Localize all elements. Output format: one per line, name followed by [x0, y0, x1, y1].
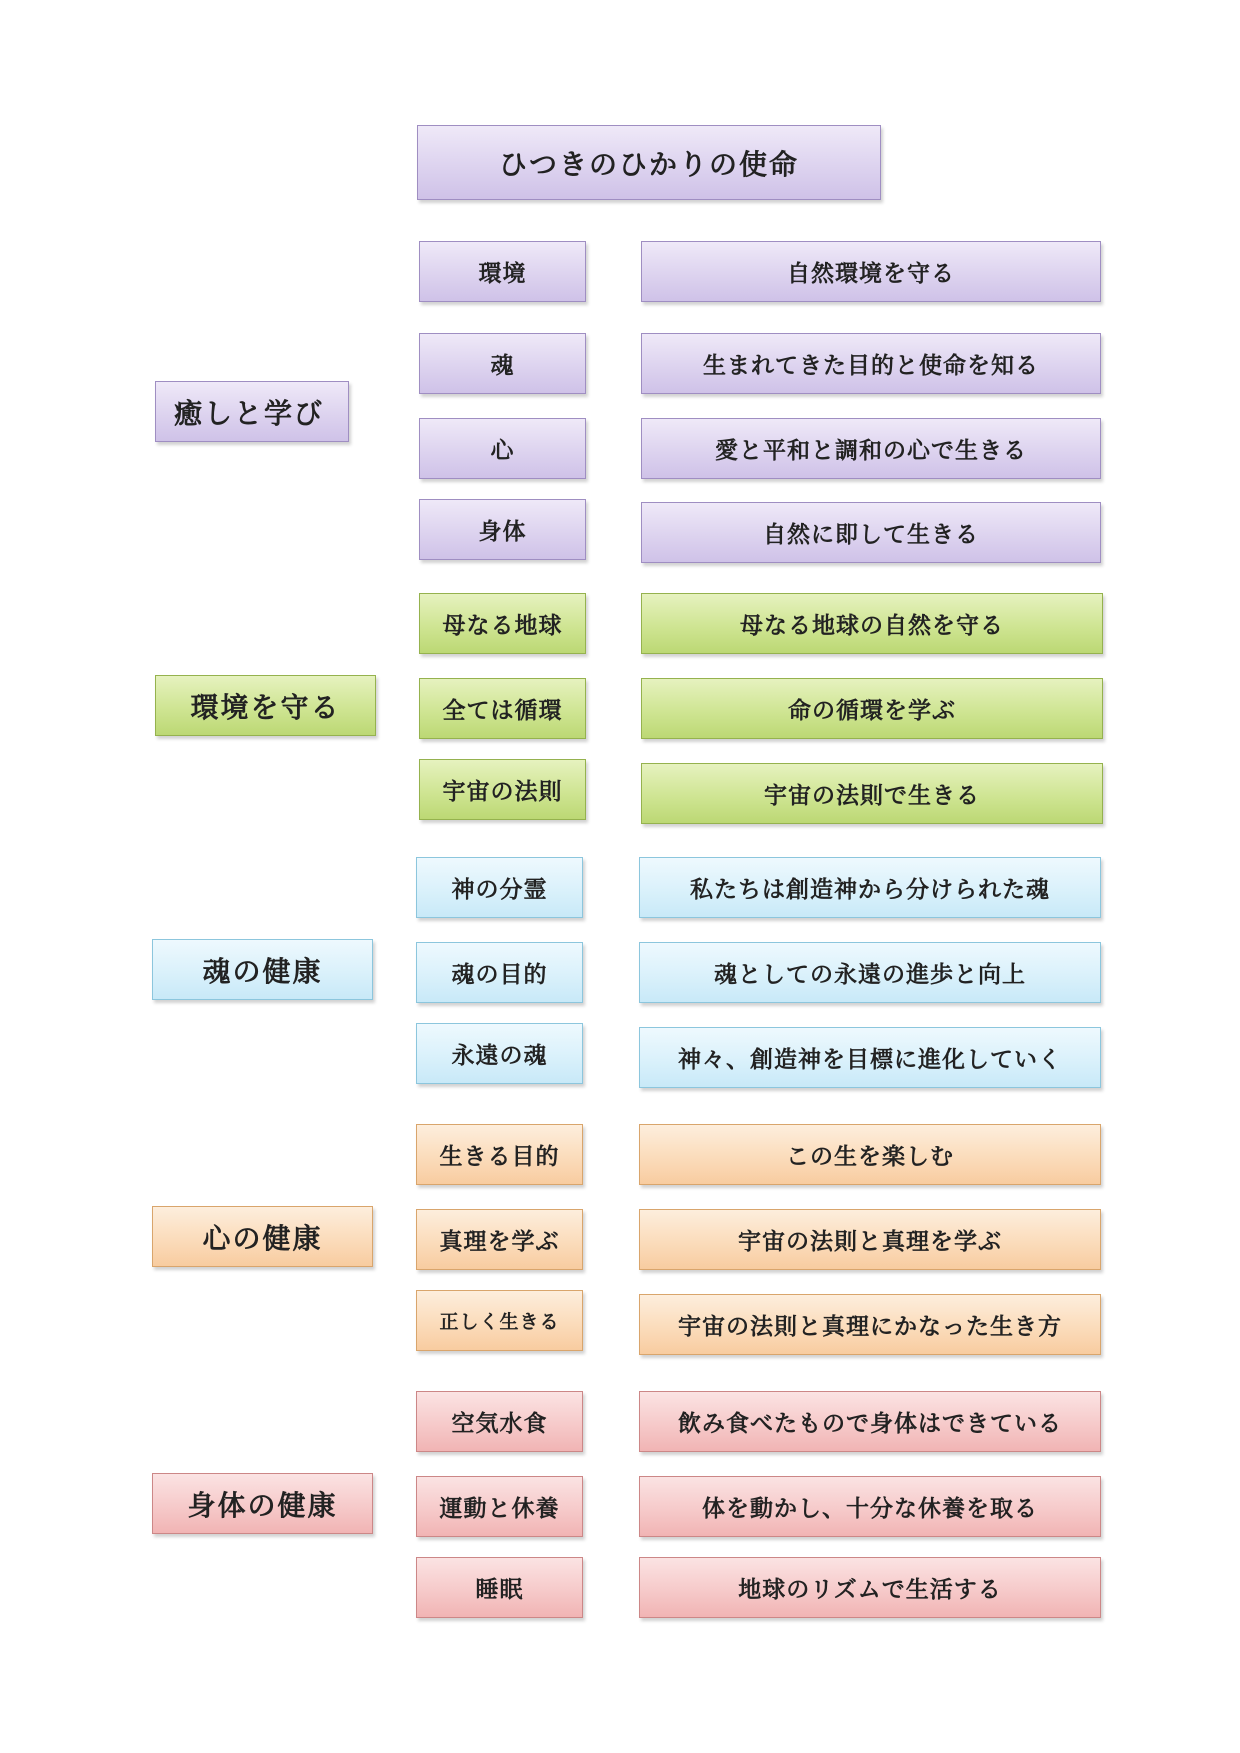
item-description: 宇宙の法則で生きる — [641, 763, 1103, 824]
item-label: 全ては循環 — [419, 678, 586, 739]
item-description: 自然に即して生きる — [641, 502, 1101, 563]
item-label: 宇宙の法則 — [419, 759, 586, 820]
item-label: 空気水食 — [416, 1391, 583, 1452]
item-label: 環境 — [419, 241, 586, 302]
category-body-health: 身体の健康 — [152, 1473, 373, 1534]
item-description: 宇宙の法則と真理にかなった生き方 — [639, 1294, 1101, 1355]
item-label: 正しく生きる — [416, 1290, 583, 1351]
item-description: 飲み食べたもので身体はできている — [639, 1391, 1101, 1452]
item-label: 運動と休養 — [416, 1476, 583, 1537]
item-label: 心 — [419, 418, 586, 479]
item-description: 私たちは創造神から分けられた魂 — [639, 857, 1101, 918]
item-description: 愛と平和と調和の心で生きる — [641, 418, 1101, 479]
item-label: 神の分霊 — [416, 857, 583, 918]
item-description: 自然環境を守る — [641, 241, 1101, 302]
item-description: 母なる地球の自然を守る — [641, 593, 1103, 654]
item-description: この生を楽しむ — [639, 1124, 1101, 1185]
item-label: 魂の目的 — [416, 942, 583, 1003]
item-label: 睡眠 — [416, 1557, 583, 1618]
item-description: 体を動かし、十分な休養を取る — [639, 1476, 1101, 1537]
category-mind-health: 心の健康 — [152, 1206, 373, 1267]
category-protect-environment: 環境を守る — [155, 675, 376, 736]
category-soul-health: 魂の健康 — [152, 939, 373, 1000]
item-label: 永遠の魂 — [416, 1023, 583, 1084]
item-description: 魂としての永遠の進歩と向上 — [639, 942, 1101, 1003]
item-label: 真理を学ぶ — [416, 1209, 583, 1270]
item-label: 生きる目的 — [416, 1124, 583, 1185]
item-label: 身体 — [419, 499, 586, 560]
item-description: 宇宙の法則と真理を学ぶ — [639, 1209, 1101, 1270]
category-healing-and-learning: 癒しと学び — [155, 381, 349, 442]
item-description: 神々、創造神を目標に進化していく — [639, 1027, 1101, 1088]
page-title: ひつきのひかりの使命 — [417, 125, 881, 200]
item-label: 魂 — [419, 333, 586, 394]
item-description: 地球のリズムで生活する — [639, 1557, 1101, 1618]
item-label: 母なる地球 — [419, 593, 586, 654]
item-description: 命の循環を学ぶ — [641, 678, 1103, 739]
item-description: 生まれてきた目的と使命を知る — [641, 333, 1101, 394]
